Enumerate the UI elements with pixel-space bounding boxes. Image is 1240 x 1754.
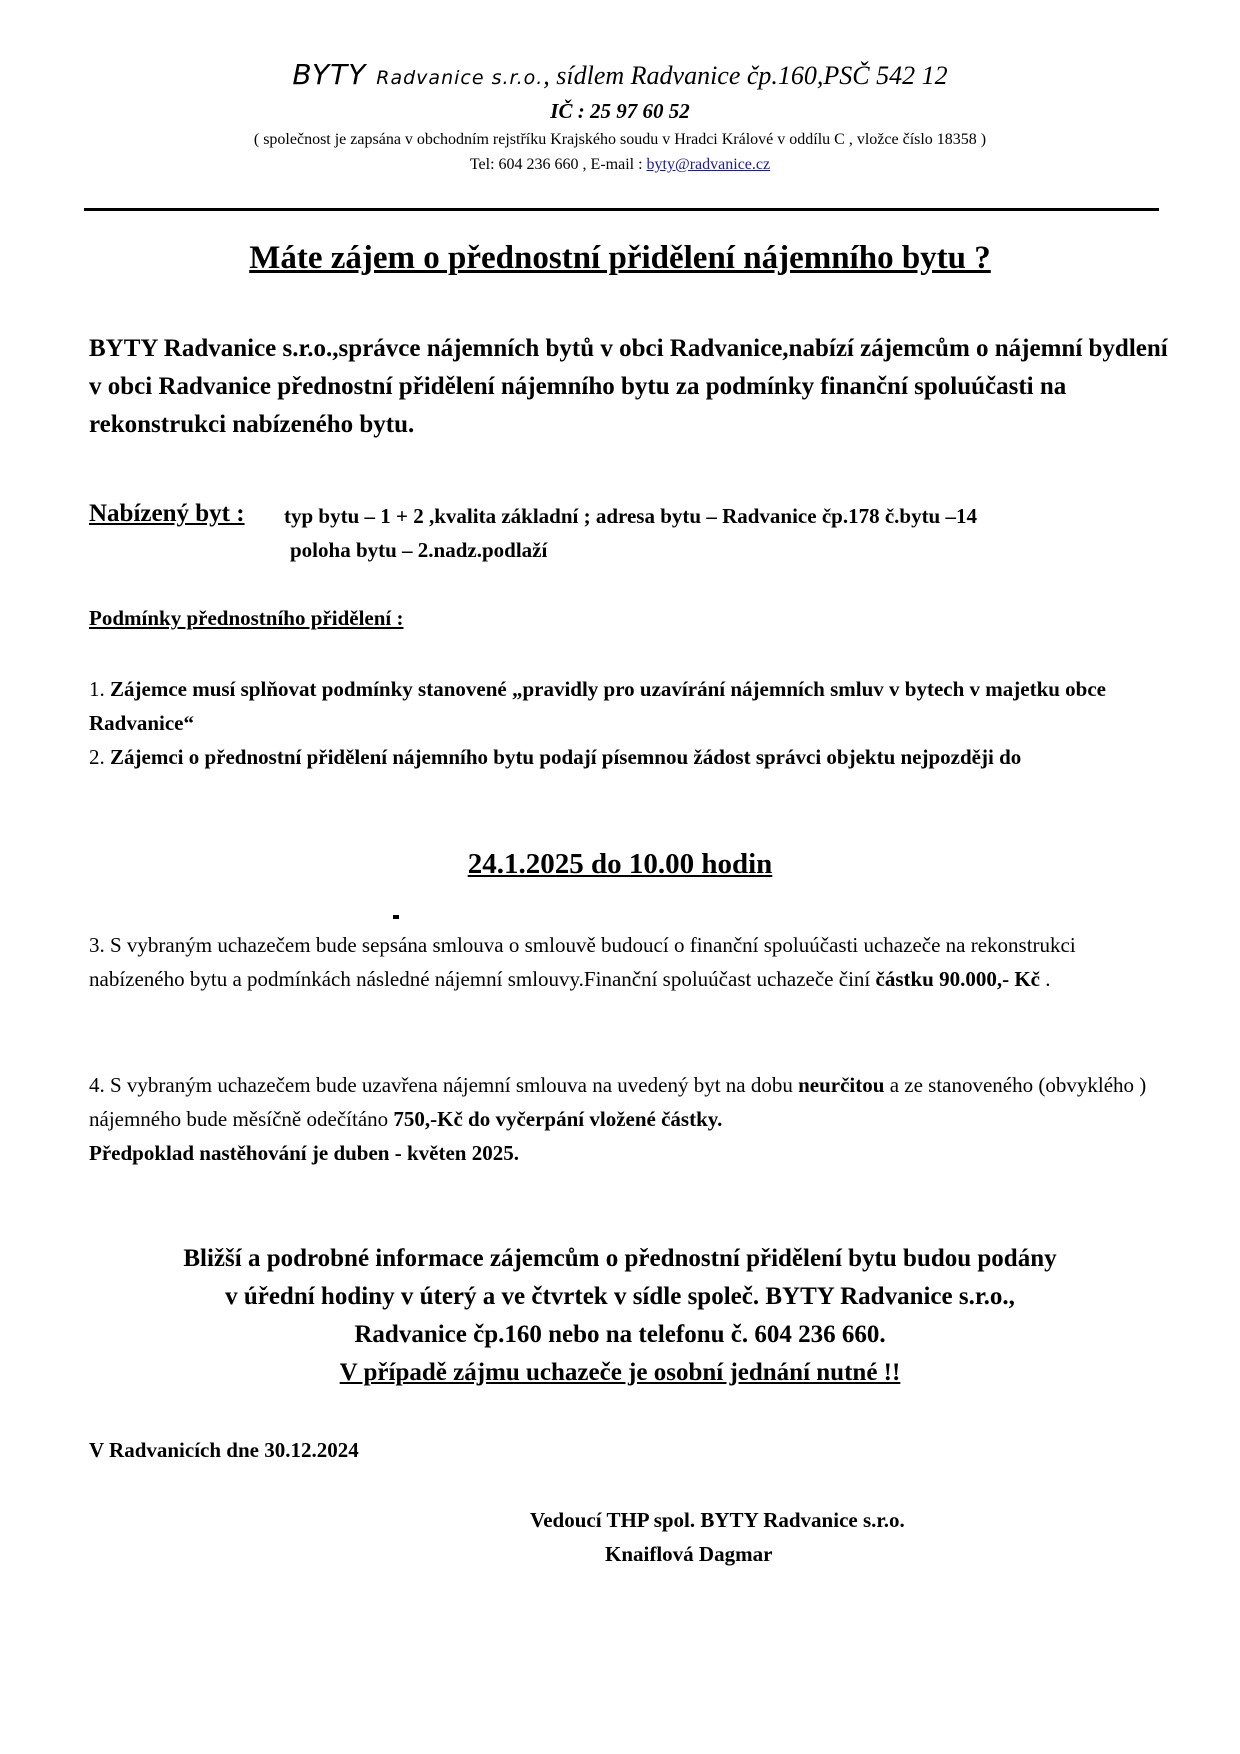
condition-item-2: 2. Zájemci o přednostní přidělení nájemního bytu podají písemnou žádost správci objektu nejpozději do <box>89 745 1022 769</box>
condition-item-3: 3. S vybraným uchazečem bude sepsána smlouva o smlouvě budoucí o finanční spoluúčasti uchazeče na rekonstrukci nabízeného bytu a podmínkách následné nájemní smlouvy.Finanční spoluúčast uchazeče činí částku 90.000,- Kč . <box>89 933 1076 991</box>
conditions-list-1-2 <box>89 672 1169 774</box>
company-contact <box>0 156 1240 174</box>
signer-name: Knaiflová Dagmar <box>605 1542 773 1566</box>
offer-floor: poloha bytu – 2.nadz.podlaží <box>290 538 548 562</box>
header-divider <box>84 208 1159 211</box>
condition-item-1: 1. Zájemce musí splňovat podmínky stanovené „pravidly pro uzavírání nájemních smluv v bytech v majetku obce Radvanice“ <box>89 677 1106 735</box>
contribution-amount: částku 90.000,- Kč <box>875 967 1040 991</box>
company-registry: ( společnost je zapsána v obchodním rejstříku Krajského soudu v Hradci Králové v oddílu C , vložce číslo 18358 ) <box>253 131 987 148</box>
company-seat: , sídlem Radvanice čp.160,PSČ 542 12 <box>543 61 948 90</box>
page-title: Máte zájem o přednostní přidělení nájemního bytu ? <box>249 240 991 276</box>
move-in-estimate: Předpoklad nastěhování je duben - květen 2025. <box>89 1141 519 1165</box>
signer-role: Vedoucí THP spol. BYTY Radvanice s.r.o. <box>530 1508 905 1532</box>
company-ico: IČ : 25 97 60 52 <box>550 99 690 123</box>
company-header-line <box>0 58 1240 91</box>
stray-mark <box>393 915 399 919</box>
info-line: Bližší a podrobné informace zájemcům o přednostní přidělení bytu budou podány <box>183 1245 1057 1272</box>
offer-details: typ bytu – 1 + 2 ,kvalita základní ; adresa bytu – Radvanice čp.178 č.bytu –14 <box>284 504 977 528</box>
date-line: V Radvanicích dne 30.12.2024 <box>89 1438 359 1462</box>
intro-paragraph: BYTY Radvanice s.r.o.,správce nájemních bytů v obci Radvanice,nabízí zájemcům o nájemní bydlení v obci Radvanice přednostní přidělení nájemního bytu za podmínky finanční spoluúčasti na rekonstrukci nabízeného bytu. <box>89 335 1168 438</box>
company-logo: BYTY Radvanice s.r.o. <box>292 58 544 91</box>
condition-item-4: 4. S vybraným uchazečem bude uzavřena nájemní smlouva na uvedený byt na dobu neurčitou a ze stanoveného (obvyklého ) nájemného bude měsíčně odečítáno 750,-Kč do vyčerpání vložené částky. Předpoklad nastěhování je duben - květen 2025. <box>89 1073 1147 1165</box>
info-notice: V případě zájmu uchazeče je osobní jednání nutné !! <box>339 1359 901 1386</box>
info-block <box>0 1240 1240 1392</box>
info-line: Radvanice čp.160 nebo na telefonu č. 604 236 660. <box>354 1321 886 1348</box>
email-link[interactable]: byty@radvanice.cz <box>646 156 771 173</box>
offer-label: Nabízený byt : <box>89 500 245 527</box>
info-line: v úřední hodiny v úterý a ve čtvrtek v sídle společ. BYTY Radvanice s.r.o., <box>225 1283 1015 1310</box>
contact-phone: Tel: 604 236 660 , E-mail : <box>469 156 647 173</box>
conditions-heading: Podmínky přednostního přidělení : <box>89 606 404 630</box>
deadline: 24.1.2025 do 10.00 hodin <box>467 848 773 880</box>
